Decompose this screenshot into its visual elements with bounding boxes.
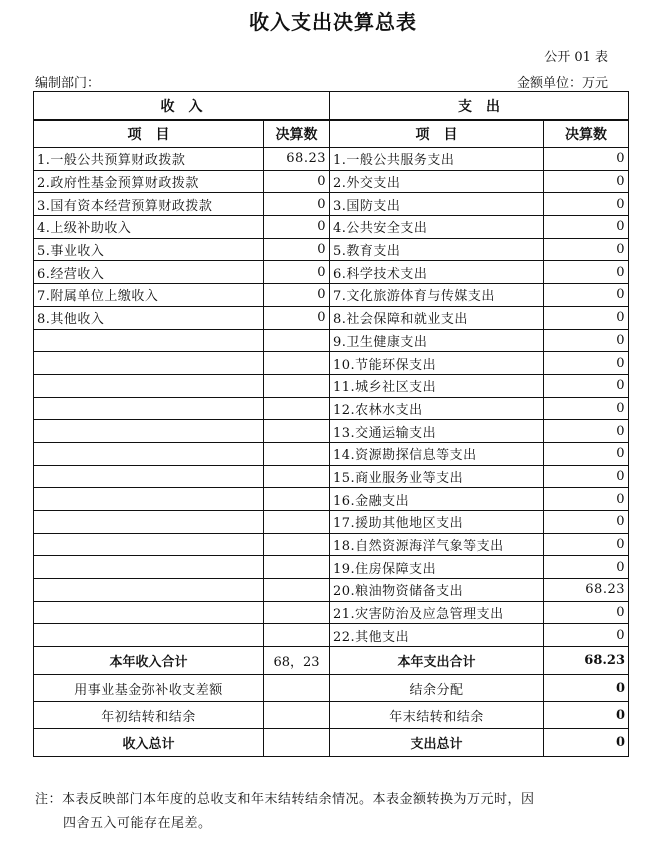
table-row bbox=[34, 579, 629, 602]
expense-item-value: 0 bbox=[544, 601, 629, 624]
expense-section-header: 支 出 bbox=[330, 92, 629, 121]
table-row bbox=[34, 306, 629, 329]
end-balance-value: 0 bbox=[544, 702, 629, 729]
expense-item-value: 0 bbox=[544, 238, 629, 261]
income-item-value bbox=[264, 420, 330, 443]
income-item-label bbox=[34, 511, 264, 534]
fund-gap-label: 用事业基金弥补收支差额 bbox=[34, 675, 264, 702]
income-total-value: 68，23 bbox=[264, 647, 330, 675]
expense-item-value: 0 bbox=[544, 420, 629, 443]
income-item-value bbox=[264, 624, 330, 647]
expense-item-value: 0 bbox=[544, 488, 629, 511]
table-row bbox=[34, 465, 629, 488]
income-item-label bbox=[34, 488, 264, 511]
footnote-line-2: 四舍五入可能存在尾差。 bbox=[63, 816, 212, 831]
expense-item-label: 18.自然资源海洋气象等支出 bbox=[330, 533, 544, 556]
income-item-label bbox=[34, 420, 264, 443]
income-item-value bbox=[264, 579, 330, 602]
income-item-label bbox=[34, 397, 264, 420]
income-item-value bbox=[264, 511, 330, 534]
fund-gap-row bbox=[34, 675, 629, 702]
table-row bbox=[34, 261, 629, 284]
income-item-value: 0 bbox=[264, 193, 330, 216]
expense-total-label: 本年支出合计 bbox=[330, 647, 544, 675]
expense-item-value: 0 bbox=[544, 329, 629, 352]
fund-gap-value bbox=[264, 675, 330, 702]
table-row bbox=[34, 397, 629, 420]
expense-item-label: 14.资源勘探信息等支出 bbox=[330, 442, 544, 465]
expense-item-label: 10.节能环保支出 bbox=[330, 352, 544, 375]
expense-item-value: 0 bbox=[544, 148, 629, 171]
expense-item-value: 0 bbox=[544, 193, 629, 216]
income-item-value bbox=[264, 533, 330, 556]
expense-item-label: 5.教育支出 bbox=[330, 238, 544, 261]
expense-item-label: 20.粮油物资储备支出 bbox=[330, 579, 544, 602]
expense-item-label: 4.公共安全支出 bbox=[330, 216, 544, 239]
income-item-value bbox=[264, 374, 330, 397]
table-row bbox=[34, 533, 629, 556]
surplus-distribution-label: 结余分配 bbox=[330, 675, 544, 702]
table-row bbox=[34, 170, 629, 193]
income-item-label bbox=[34, 624, 264, 647]
footnote bbox=[35, 788, 630, 836]
table-row bbox=[34, 442, 629, 465]
table-row bbox=[34, 284, 629, 307]
expense-item-label: 22.其他支出 bbox=[330, 624, 544, 647]
table-row bbox=[34, 238, 629, 261]
expense-item-label: 1.一般公共服务支出 bbox=[330, 148, 544, 171]
income-item-label bbox=[34, 374, 264, 397]
income-item-value bbox=[264, 601, 330, 624]
income-item-header: 项 目 bbox=[34, 120, 264, 148]
income-grand-total-label: 收入总计 bbox=[34, 729, 264, 757]
section-header-row bbox=[34, 92, 629, 121]
income-item-label: 1.一般公共预算财政拨款 bbox=[34, 148, 264, 171]
income-item-value: 68.23 bbox=[264, 148, 330, 171]
expense-item-value: 0 bbox=[544, 442, 629, 465]
income-item-value: 0 bbox=[264, 216, 330, 239]
income-item-label bbox=[34, 533, 264, 556]
expense-item-label: 16.金融支出 bbox=[330, 488, 544, 511]
expense-item-value: 0 bbox=[544, 397, 629, 420]
expense-item-label: 3.国防支出 bbox=[330, 193, 544, 216]
column-header-row bbox=[34, 120, 629, 148]
expense-item-value: 0 bbox=[544, 306, 629, 329]
table-row bbox=[34, 216, 629, 239]
expense-grand-total-label: 支出总计 bbox=[330, 729, 544, 757]
income-item-value bbox=[264, 442, 330, 465]
surplus-distribution-value: 0 bbox=[544, 675, 629, 702]
expense-item-value: 0 bbox=[544, 533, 629, 556]
income-item-value bbox=[264, 465, 330, 488]
income-item-value: 0 bbox=[264, 284, 330, 307]
expense-item-label: 17.援助其他地区支出 bbox=[330, 511, 544, 534]
income-item-label: 2.政府性基金预算财政拨款 bbox=[34, 170, 264, 193]
income-item-label bbox=[34, 601, 264, 624]
income-item-label: 3.国有资本经营预算财政拨款 bbox=[34, 193, 264, 216]
income-grand-total-value bbox=[264, 729, 330, 757]
table-row bbox=[34, 329, 629, 352]
expense-item-label: 21.灾害防治及应急管理支出 bbox=[330, 601, 544, 624]
dept-label: 编制部门： bbox=[35, 76, 101, 91]
table-row bbox=[34, 601, 629, 624]
expense-item-label: 15.商业服务业等支出 bbox=[330, 465, 544, 488]
expense-item-value: 0 bbox=[544, 624, 629, 647]
footnote-line-1: 注：本表反映部门本年度的总收支和年末结转结余情况。本表金额转换为万元时，因 bbox=[35, 792, 535, 807]
income-amount-header: 决算数 bbox=[264, 120, 330, 148]
income-item-value: 0 bbox=[264, 170, 330, 193]
income-item-label: 4.上级补助收入 bbox=[34, 216, 264, 239]
table-row bbox=[34, 352, 629, 375]
year-total-row bbox=[34, 647, 629, 675]
income-item-label bbox=[34, 579, 264, 602]
expense-amount-header: 决算数 bbox=[544, 120, 629, 148]
table-row bbox=[34, 556, 629, 579]
income-item-value bbox=[264, 352, 330, 375]
expense-item-label: 8.社会保障和就业支出 bbox=[330, 306, 544, 329]
income-item-value: 0 bbox=[264, 261, 330, 284]
expense-item-value: 0 bbox=[544, 511, 629, 534]
income-item-value bbox=[264, 329, 330, 352]
expense-item-value: 0 bbox=[544, 261, 629, 284]
expense-item-label: 2.外交支出 bbox=[330, 170, 544, 193]
budget-table bbox=[33, 91, 629, 757]
expense-item-value: 0 bbox=[544, 216, 629, 239]
balance-row bbox=[34, 702, 629, 729]
table-row bbox=[34, 420, 629, 443]
income-item-value: 0 bbox=[264, 238, 330, 261]
table-row bbox=[34, 488, 629, 511]
expense-item-label: 11.城乡社区支出 bbox=[330, 374, 544, 397]
income-item-label bbox=[34, 556, 264, 579]
income-item-label bbox=[34, 352, 264, 375]
income-item-label bbox=[34, 329, 264, 352]
income-item-value bbox=[264, 556, 330, 579]
expense-item-header: 项 目 bbox=[330, 120, 544, 148]
income-item-label: 6.经营收入 bbox=[34, 261, 264, 284]
expense-item-value: 0 bbox=[544, 556, 629, 579]
income-total-label: 本年收入合计 bbox=[34, 647, 264, 675]
table-row bbox=[34, 624, 629, 647]
table-row bbox=[34, 148, 629, 171]
expense-item-label: 13.交通运输支出 bbox=[330, 420, 544, 443]
expense-item-label: 9.卫生健康支出 bbox=[330, 329, 544, 352]
expense-item-label: 6.科学技术支出 bbox=[330, 261, 544, 284]
page-title: 收入支出决算总表 bbox=[249, 10, 417, 34]
expense-item-value: 0 bbox=[544, 465, 629, 488]
expense-item-value: 68.23 bbox=[544, 579, 629, 602]
unit-label: 金额单位：万元 bbox=[516, 76, 608, 91]
table-row bbox=[34, 511, 629, 534]
income-item-label bbox=[34, 442, 264, 465]
expense-grand-total-value: 0 bbox=[544, 729, 629, 757]
expense-item-value: 0 bbox=[544, 170, 629, 193]
expense-item-value: 0 bbox=[544, 352, 629, 375]
expense-item-label: 12.农林水支出 bbox=[330, 397, 544, 420]
end-balance-label: 年末结转和结余 bbox=[330, 702, 544, 729]
expense-total-value: 68.23 bbox=[544, 647, 629, 675]
expense-item-label: 19.住房保障支出 bbox=[330, 556, 544, 579]
grand-total-row bbox=[34, 729, 629, 757]
income-item-label: 5.事业收入 bbox=[34, 238, 264, 261]
expense-item-value: 0 bbox=[544, 374, 629, 397]
income-item-label bbox=[34, 465, 264, 488]
income-item-value bbox=[264, 488, 330, 511]
income-item-value bbox=[264, 397, 330, 420]
begin-balance-label: 年初结转和结余 bbox=[34, 702, 264, 729]
form-number: 公开 01 表 bbox=[544, 50, 608, 65]
begin-balance-value bbox=[264, 702, 330, 729]
table-row bbox=[34, 193, 629, 216]
income-section-header: 收 入 bbox=[34, 92, 330, 121]
expense-item-label: 7.文化旅游体育与传媒支出 bbox=[330, 284, 544, 307]
expense-item-value: 0 bbox=[544, 284, 629, 307]
income-item-label: 8.其他收入 bbox=[34, 306, 264, 329]
income-item-value: 0 bbox=[264, 306, 330, 329]
income-item-label: 7.附属单位上缴收入 bbox=[34, 284, 264, 307]
table-row bbox=[34, 374, 629, 397]
